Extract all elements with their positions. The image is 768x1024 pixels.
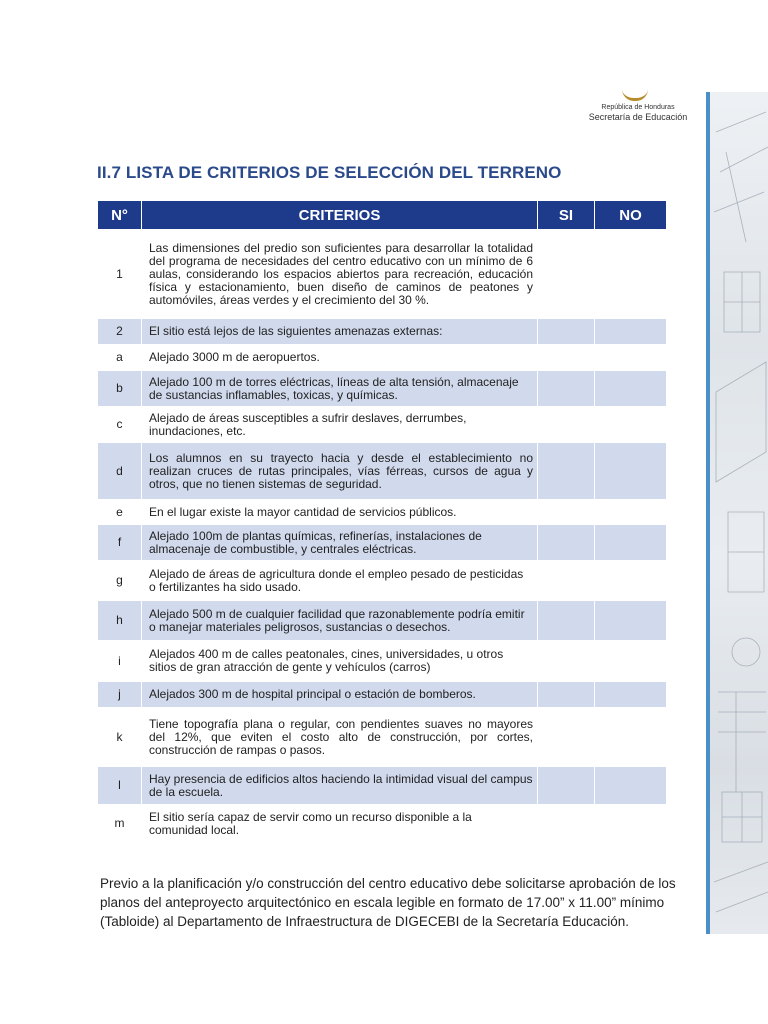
si-checkbox-cell[interactable] bbox=[538, 561, 595, 601]
si-checkbox-cell[interactable] bbox=[538, 805, 595, 843]
row-number: c bbox=[98, 407, 142, 443]
row-criterion: En el lugar existe la mayor cantidad de servicios públicos. bbox=[142, 500, 538, 525]
criteria-table bbox=[97, 200, 667, 843]
row-number: d bbox=[98, 443, 142, 500]
no-checkbox-cell[interactable] bbox=[595, 682, 667, 708]
no-checkbox-cell[interactable] bbox=[595, 345, 667, 371]
row-number: 2 bbox=[98, 319, 142, 345]
no-checkbox-cell[interactable] bbox=[595, 525, 667, 561]
table-row bbox=[98, 407, 667, 443]
row-number: j bbox=[98, 682, 142, 708]
row-criterion: Alejado 3000 m de aeropuertos. bbox=[142, 345, 538, 371]
table-row bbox=[98, 708, 667, 767]
row-criterion: Las dimensiones del predio son suficientes para desarrollar la totalidad del programa de necesidades del centro educativo con un mínimo de 6 aulas, considerando los espacios abiertos para recreación, educación física y estacionamiento, buen diseño de caminos de peatones y automóviles, áreas verdes y el crecimiento del 30 %. bbox=[142, 230, 538, 319]
row-number: i bbox=[98, 641, 142, 682]
si-checkbox-cell[interactable] bbox=[538, 708, 595, 767]
no-checkbox-cell[interactable] bbox=[595, 767, 667, 805]
row-criterion: Tiene topografía plana o regular, con pendientes suaves no mayores del 12%, que eviten el costo alto de construcción, por cortes, construcción de rampas o pasos. bbox=[142, 708, 538, 767]
row-number: m bbox=[98, 805, 142, 843]
row-criterion: Alejado 100m de plantas químicas, refinerías, instalaciones de almacenaje de combustible, y centrales eléctricas. bbox=[142, 525, 538, 561]
si-checkbox-cell[interactable] bbox=[538, 601, 595, 641]
row-criterion: El sitio está lejos de las siguientes amenazas externas: bbox=[142, 319, 538, 345]
row-number: b bbox=[98, 371, 142, 407]
table-row bbox=[98, 500, 667, 525]
row-number: g bbox=[98, 561, 142, 601]
institution-header bbox=[583, 103, 693, 123]
si-checkbox-cell[interactable] bbox=[538, 500, 595, 525]
column-header-number: N° bbox=[98, 201, 142, 230]
row-criterion: Los alumnos en su trayecto hacia y desde el establecimiento no realizan cruces de rutas principales, vías férreas, cursos de agua y otros, que no tienen sistemas de seguridad. bbox=[142, 443, 538, 500]
column-header-si: SI bbox=[538, 201, 595, 230]
table-row bbox=[98, 561, 667, 601]
row-criterion: Alejado de áreas susceptibles a sufrir deslaves, derrumbes, inundaciones, etc. bbox=[142, 407, 538, 443]
row-criterion: Alejado 500 m de cualquier facilidad que razonablemente podría emitir o manejar materiales peligrosos, sustancias o desechos. bbox=[142, 601, 538, 641]
si-checkbox-cell[interactable] bbox=[538, 319, 595, 345]
si-checkbox-cell[interactable] bbox=[538, 443, 595, 500]
table-row bbox=[98, 767, 667, 805]
table-row bbox=[98, 345, 667, 371]
table-row bbox=[98, 443, 667, 500]
si-checkbox-cell[interactable] bbox=[538, 371, 595, 407]
no-checkbox-cell[interactable] bbox=[595, 407, 667, 443]
si-checkbox-cell[interactable] bbox=[538, 345, 595, 371]
no-checkbox-cell[interactable] bbox=[595, 500, 667, 525]
row-number: f bbox=[98, 525, 142, 561]
header-ministry: Secretaría de Educación bbox=[588, 112, 688, 122]
row-criterion: Alejados 300 m de hospital principal o estación de bomberos. bbox=[142, 682, 538, 708]
footer-note: Previo a la planificación y/o construcción del centro educativo debe solicitarse aprobación de los planos del anteproyecto arquitectónico en escala legible en formato de 17.00” x 11.00” mínimo (Tabloide) al Departamento de Infraestructura de DIGECEBI de la Secretaría Educación. bbox=[100, 876, 676, 929]
table-row bbox=[98, 230, 667, 319]
row-number: a bbox=[98, 345, 142, 371]
no-checkbox-cell[interactable] bbox=[595, 561, 667, 601]
no-checkbox-cell[interactable] bbox=[595, 319, 667, 345]
column-header-no: NO bbox=[595, 201, 667, 230]
table-row bbox=[98, 319, 667, 345]
row-number: l bbox=[98, 767, 142, 805]
no-checkbox-cell[interactable] bbox=[595, 805, 667, 843]
blueprint-sketch-icon bbox=[706, 92, 768, 934]
row-criterion: Alejado de áreas de agricultura donde el empleo pesado de pesticidas o fertilizantes ha sido usado. bbox=[142, 561, 538, 601]
si-checkbox-cell[interactable] bbox=[538, 682, 595, 708]
emblem-icon bbox=[622, 88, 648, 101]
row-criterion: El sitio sería capaz de servir como un recurso disponible a la comunidad local. bbox=[142, 805, 538, 843]
row-criterion: Hay presencia de edificios altos haciendo la intimidad visual del campus de la escuela. bbox=[142, 767, 538, 805]
si-checkbox-cell[interactable] bbox=[538, 767, 595, 805]
si-checkbox-cell[interactable] bbox=[538, 407, 595, 443]
column-header-criteria: CRITERIOS bbox=[142, 201, 538, 230]
no-checkbox-cell[interactable] bbox=[595, 371, 667, 407]
table-row bbox=[98, 805, 667, 843]
row-number: 1 bbox=[98, 230, 142, 319]
blueprint-decoration bbox=[706, 92, 768, 934]
row-number: k bbox=[98, 708, 142, 767]
no-checkbox-cell[interactable] bbox=[595, 601, 667, 641]
no-checkbox-cell[interactable] bbox=[595, 443, 667, 500]
page-title: II.7 LISTA DE CRITERIOS DE SELECCIÓN DEL TERRENO bbox=[97, 163, 562, 182]
si-checkbox-cell[interactable] bbox=[538, 641, 595, 682]
row-criterion: Alejados 400 m de calles peatonales, cines, universidades, u otros sitios de gran atracción de gente y vehículos (carros) bbox=[142, 641, 538, 682]
no-checkbox-cell[interactable] bbox=[595, 708, 667, 767]
table-row bbox=[98, 525, 667, 561]
row-number: e bbox=[98, 500, 142, 525]
si-checkbox-cell[interactable] bbox=[538, 525, 595, 561]
table-row bbox=[98, 641, 667, 682]
row-number: h bbox=[98, 601, 142, 641]
no-checkbox-cell[interactable] bbox=[595, 230, 667, 319]
table-row bbox=[98, 601, 667, 641]
si-checkbox-cell[interactable] bbox=[538, 230, 595, 319]
header-country: República de Honduras bbox=[601, 104, 675, 111]
table-row bbox=[98, 371, 667, 407]
table-header-row bbox=[98, 201, 667, 230]
table-row bbox=[98, 682, 667, 708]
no-checkbox-cell[interactable] bbox=[595, 641, 667, 682]
row-criterion: Alejado 100 m de torres eléctricas, líneas de alta tensión, almacenaje de sustancias inflamables, toxicas, y químicas. bbox=[142, 371, 538, 407]
